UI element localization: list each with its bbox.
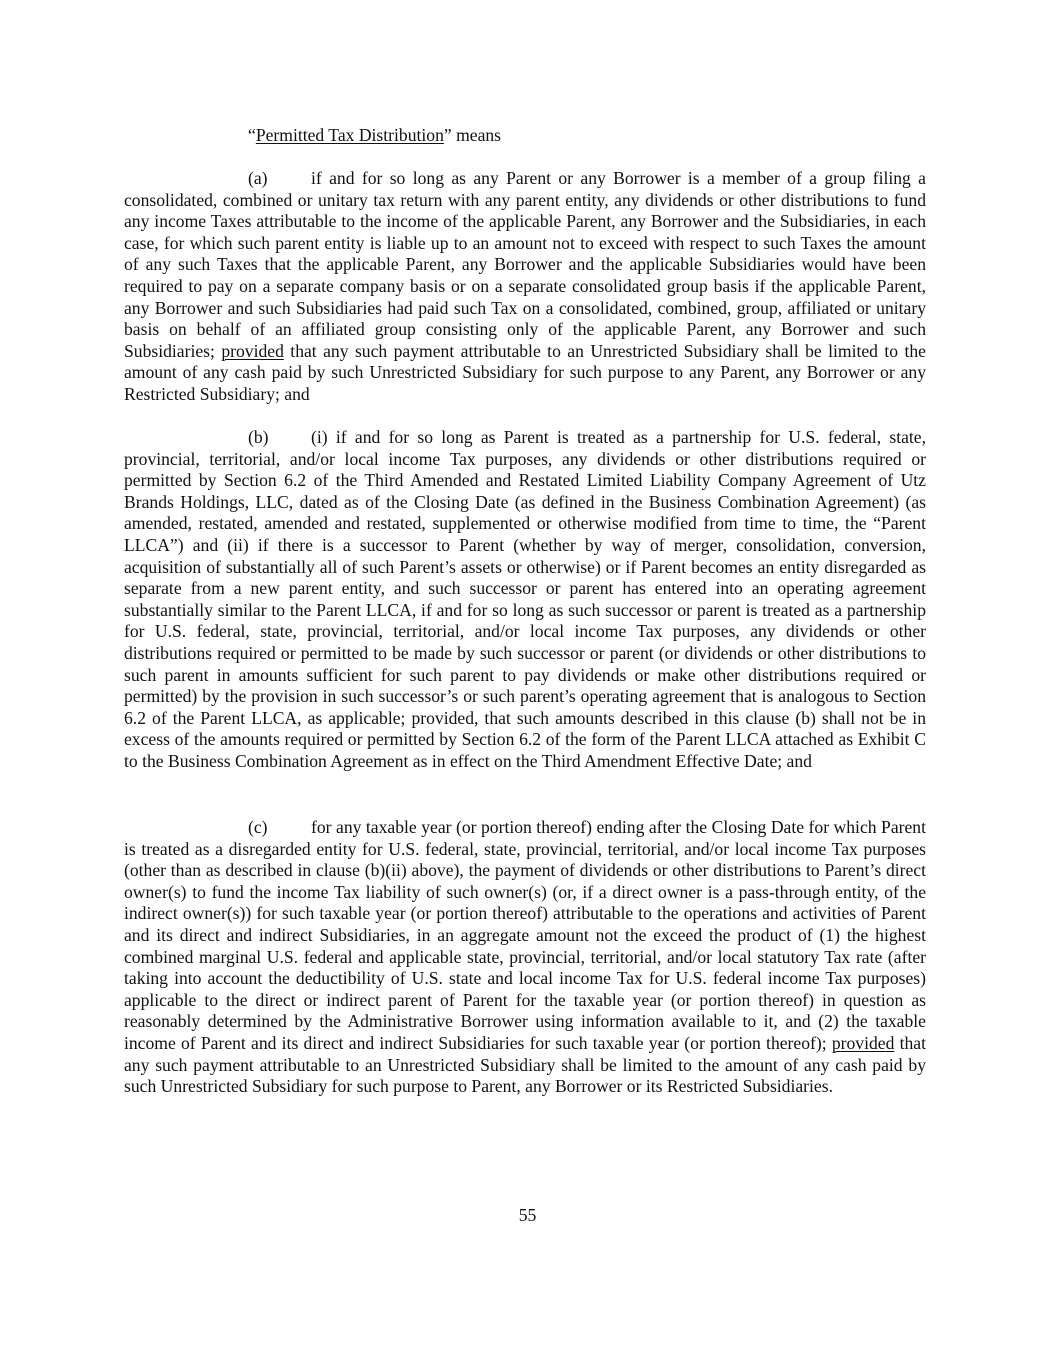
means-text: ” means (443, 125, 502, 145)
clause-a-text-part-2: that any such payment attributable to an Unrestricted Subsidiary shall be limited to the amount of any cash paid by such Unrestricted Subsidiary for such purpose to any Parent, any Borrower or any Restricted Subsidiary; and (124, 340, 926, 404)
clause-c-text-part-1: for any taxable year (or portion thereof) ending after the Closing Date for which Parent is treated as a disregarded entity for U.S. federal, state, provincial, territorial, and/or local income Tax purposes (other than as described in clause (b)(ii) above), the payment of dividends or other distributions to Parent’s direct owner(s) to fund the income Tax liability of such owner(s) (or, if a direct owner is a pass-through entity, of the indirect owner(s)) for such taxable year (or portion thereof) attributable to the operations and activities of Parent and its direct and indirect Subsidiaries, in an aggregate amount not the exceed the product of (1) the highest combined marginal U.S. federal and applicable state, provincial, territorial, and/or local statutory Tax rate (after taking into account the deductibility of U.S. state and local income Tax for U.S. federal income Tax purposes) applicable to the direct or indirect parent of Parent for the taxable year (or portion thereof) in question as reasonably determined by the Administrative Borrower using information available to it, and (2) the taxable income of Parent and its direct and indirect Subsidiaries for such taxable year (or portion thereof); (124, 817, 926, 1053)
clause-c-provided: provided (831, 1032, 895, 1053)
clause-a-text-part-1: if and for so long as any Parent or any Borrower is a member of a group filing a consolidated, combined or unitary tax return with any parent entity, any dividends or other distributions to fund any income Taxes attributable to the income of the applicable Parent, any Borrower and the Subsidiaries, in each case, for which such parent entity is liable up to an amount not to exceed with respect to such Taxes the amount of any such Taxes that the applicable Parent, any Borrower and the applicable Subsidiaries would have been required to pay on a separate company basis or on a separate consolidated group basis if the applicable Parent, any Borrower and such Subsidiaries had paid such Tax on a consolidated, combined, group, affiliated or unitary basis on behalf of an affiliated group consisting only of the applicable Parent, any Borrower and such Subsidiaries; (124, 168, 926, 361)
defined-term: Permitted Tax Distribution (255, 125, 444, 145)
clause-c (124, 817, 926, 1098)
definition-heading (248, 125, 501, 147)
clause-c-label: (c) (248, 817, 268, 837)
clause-a-provided: provided (221, 340, 284, 361)
clause-a (124, 168, 926, 406)
clause-a-label: (a) (248, 168, 268, 188)
clause-b (124, 427, 926, 773)
page-number: 55 (518, 1205, 537, 1225)
clause-b-text: (i) if and for so long as Parent is treated as a partnership for U.S. federal, state, provincial, territorial, and/or local income Tax purposes, any dividends or other distributions required or permitted by Section 6.2 of the Third Amended and Restated Limited Liability Company Agreement of Utz Brands Holdings, LLC, dated as of the Closing Date (as defined in the Business Combination Agreement) (as amended, restated, amended and restated, supplemented or otherwise modified from time to time, the “Parent LLCA”) and (ii) if there is a successor to Parent (whether by way of merger, consolidation, conversion, acquisition of substantially all of such Parent’s assets or otherwise) or if Parent becomes an entity disregarded as separate from a new parent entity, and such successor or parent has entered into an operating agreement substantially similar to the Parent LLCA, if and for so long as such successor or parent is treated as a partnership for U.S. federal, state, provincial, territorial, and/or local income Tax purposes, any dividends or other distributions required or permitted to be made by such successor or parent (or dividends or other distributions to such parent in amounts sufficient for such parent to pay dividends or make other distributions required or permitted) by the provision in such successor’s or such parent’s operating agreement that is analogous to Section 6.2 of the Parent LLCA, as applicable; provided, that such amounts described in this clause (b) shall not be in excess of the amounts required or permitted by Section 6.2 of the form of the Parent LLCA attached as Exhibit C to the Business Combination Agreement as in effect on the Third Amendment Effective Date; and (124, 427, 926, 771)
clause-c-text-part-2: that any such payment attributable to an Unrestricted Subsidiary shall be limited to the amount of any cash paid by such Unrestricted Subsidiary for such purpose to Parent, any Borrower or its Restricted Subsidiaries. (124, 1032, 926, 1097)
open-quote: “ (248, 125, 256, 145)
clause-b-label: (b) (248, 427, 269, 447)
